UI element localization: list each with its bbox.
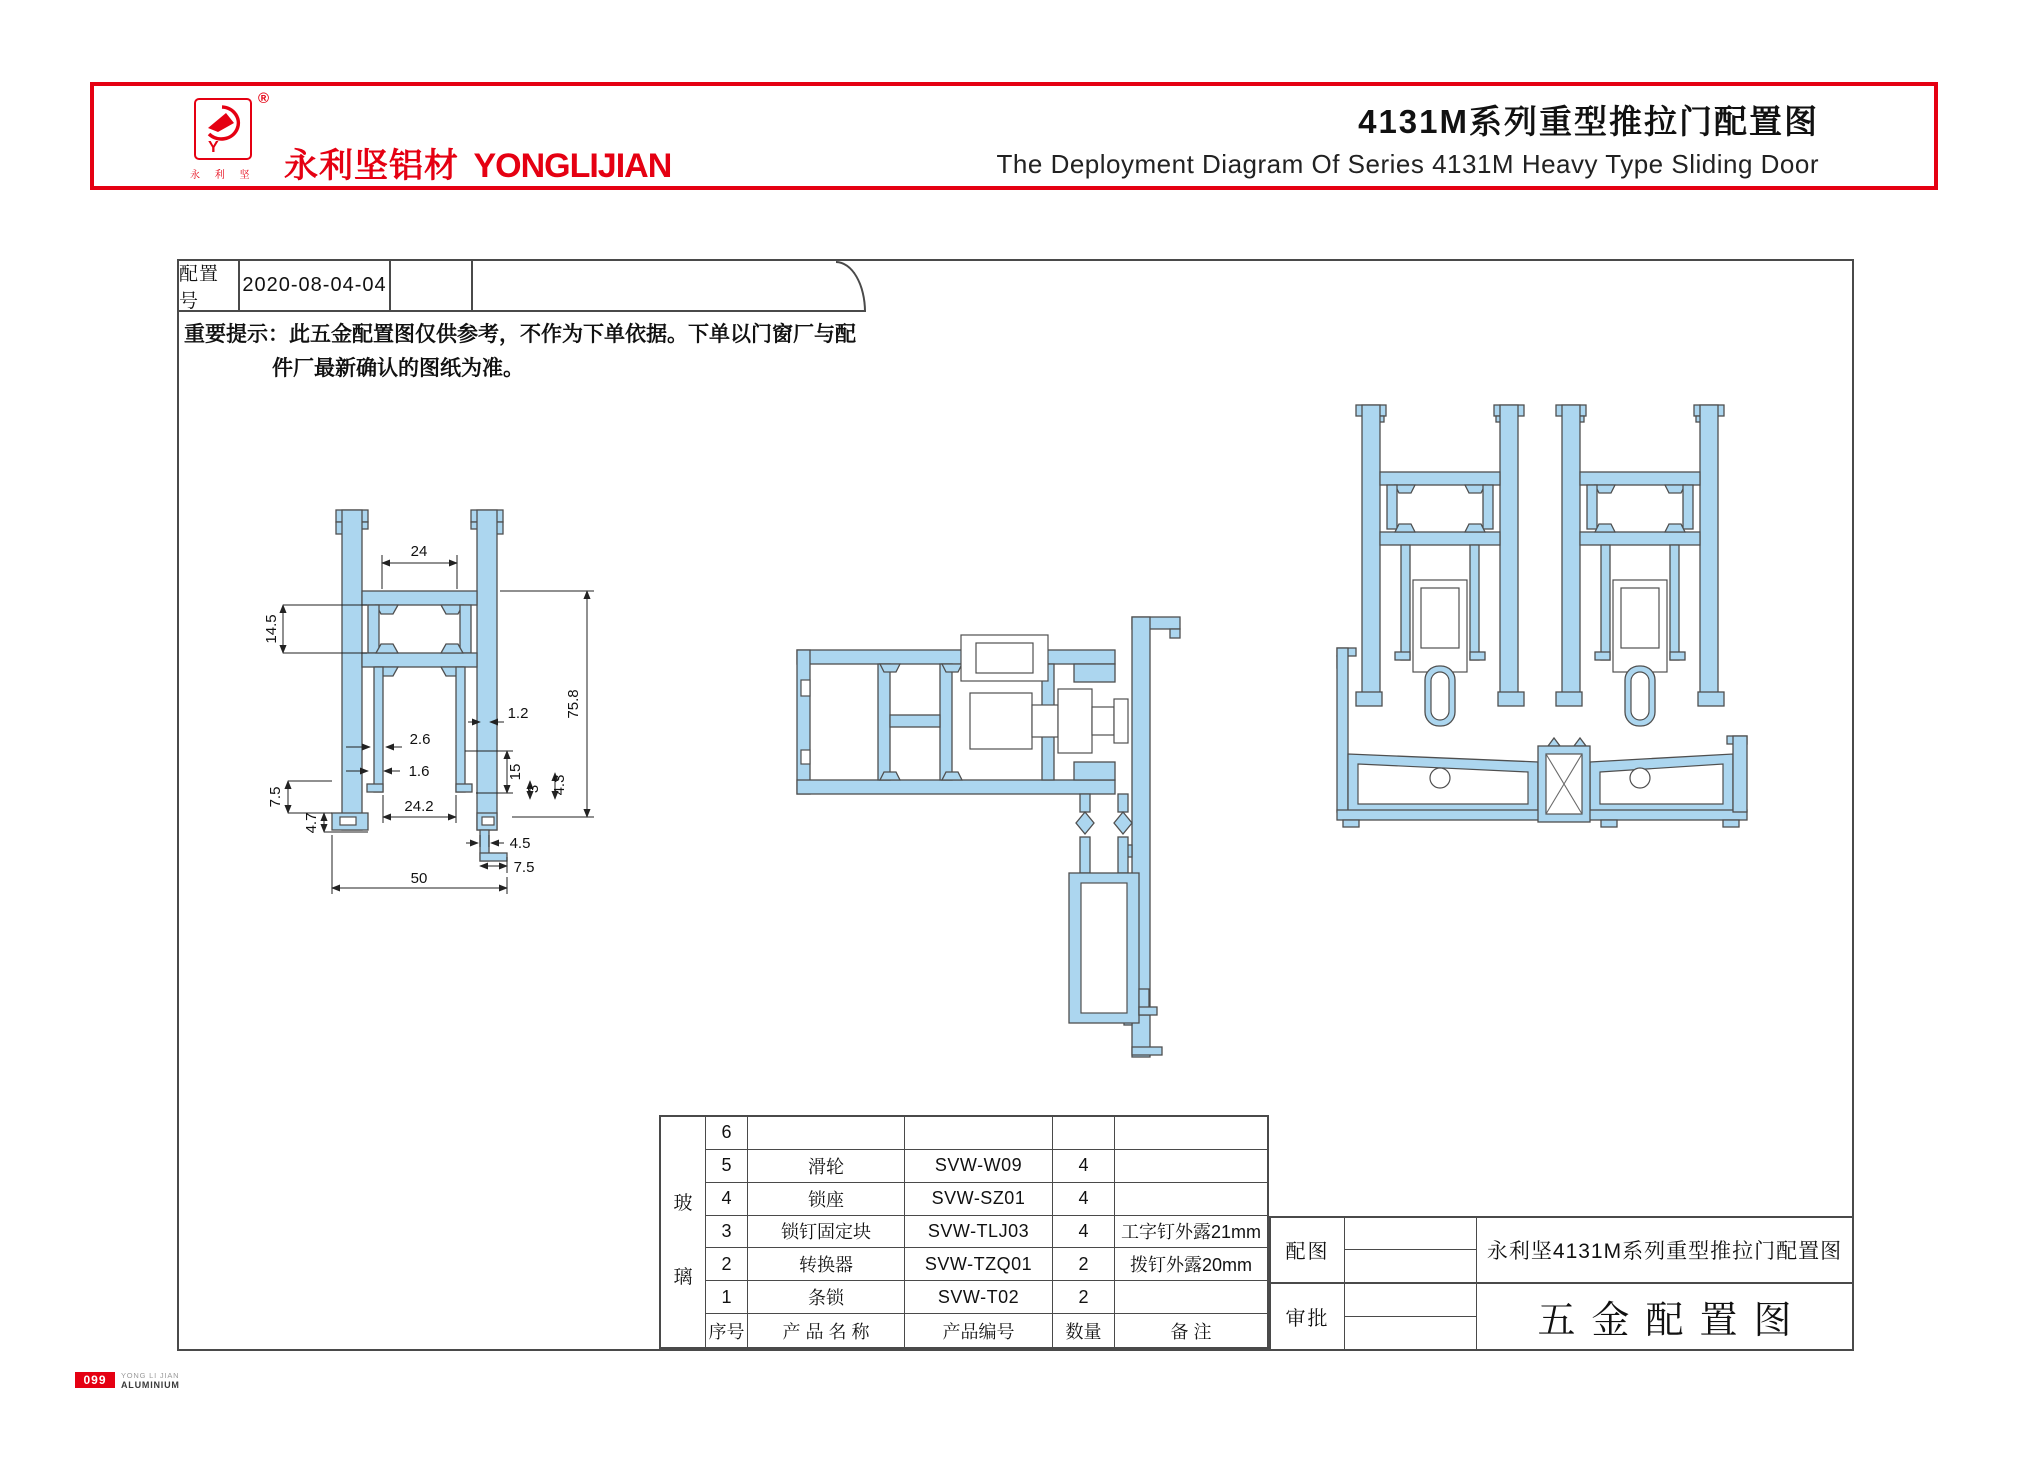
drawn-by-label: 配图 (1271, 1218, 1345, 1282)
sheet-title-chinese: 4131M系列重型推拉门配置图 (1358, 103, 1819, 140)
config-bar-long-cell (473, 261, 836, 312)
parts-header-name: 产 品 名 称 (748, 1314, 905, 1347)
logo-swirl-icon (196, 100, 249, 157)
dim-bottom1: 4.5 (509, 835, 531, 852)
dim-height: 75.8 (565, 689, 582, 719)
dim-left2: 4.7 (303, 812, 320, 834)
parts-cell-code: SVW-W09 (905, 1150, 1053, 1183)
track-profile-section-drawing (228, 495, 610, 915)
parts-header-code: 产品编号 (905, 1314, 1053, 1347)
registered-mark: ® (258, 90, 270, 107)
side-label-top: 玻 (673, 1193, 693, 1215)
dim-chamber: 14.5 (263, 614, 280, 644)
parts-cell-qty: 2 (1053, 1248, 1115, 1281)
parts-cell-remark (1115, 1183, 1267, 1216)
parts-cell-qty: 4 (1053, 1183, 1115, 1216)
parts-side-label (661, 1117, 706, 1347)
parts-cell-qty (1053, 1117, 1115, 1150)
parts-cell-code: SVW-SZ01 (905, 1183, 1053, 1216)
parts-cell-remark: 工字钉外露21mm (1115, 1216, 1267, 1249)
logo-monogram: Y (208, 139, 219, 156)
parts-cell-remark: 拨钉外露20mm (1115, 1248, 1267, 1281)
footer-brand-line1: YONG LI JIAN (121, 1371, 180, 1380)
dim-top: 24 (410, 543, 428, 560)
config-number-label: 配置号 (179, 261, 240, 312)
parts-cell-no: 3 (706, 1216, 748, 1249)
sash-and-sill-vertical-section-drawing (1325, 380, 1815, 875)
dim-step2: 4.3 (551, 774, 568, 796)
title-block (1269, 1216, 1852, 1349)
brand-chinese: 永利坚铝材 (284, 147, 459, 185)
side-label-bottom: 璃 (673, 1266, 693, 1288)
parts-cell-no: 1 (706, 1281, 748, 1314)
dim-track: 24.2 (404, 798, 434, 815)
parts-cell-remark (1115, 1150, 1267, 1183)
brand-name (284, 138, 671, 187)
footer-brand-line2: ALUMINIUM (121, 1380, 180, 1390)
parts-cell-code: SVW-T02 (905, 1281, 1053, 1314)
parts-cell-no: 5 (706, 1150, 748, 1183)
parts-cell-no: 4 (706, 1183, 748, 1216)
dim-fin: 15 (507, 763, 524, 781)
dim-bottom2: 7.5 (513, 859, 535, 876)
parts-header-remark: 备 注 (1170, 1321, 1212, 1342)
dim-wall: 1.2 (507, 705, 529, 722)
parts-cell-name: 条锁 (748, 1281, 905, 1314)
config-bar-round-end (836, 261, 866, 312)
page-footer (75, 1372, 180, 1390)
parts-cell-code (905, 1117, 1053, 1150)
logo-caption: 永 利 坚 (190, 170, 256, 181)
parts-cell-name (748, 1117, 905, 1150)
dim-gap2: 1.6 (408, 763, 430, 780)
brand-english: YONGLIJIAN (473, 147, 672, 185)
important-notice (184, 318, 856, 386)
lock-stile-horizontal-section-drawing (780, 595, 1215, 1065)
parts-cell-no: 2 (706, 1248, 748, 1281)
yonglijian-logo (194, 98, 252, 160)
drawing-frame (177, 259, 1854, 1351)
dim-left1: 7.5 (267, 786, 284, 808)
parts-cell-code: SVW-TLJ03 (905, 1216, 1053, 1249)
parts-cell-qty: 4 (1053, 1150, 1115, 1183)
diagram-subtitle: 永利坚4131M系列重型推拉门配置图 (1486, 1239, 1843, 1263)
dim-gap1: 2.6 (409, 731, 431, 748)
parts-cell-qty: 4 (1053, 1216, 1115, 1249)
parts-header-no: 序号 (706, 1314, 748, 1347)
parts-cell-no: 6 (706, 1117, 748, 1150)
parts-cell-name: 滑轮 (748, 1150, 905, 1183)
sheet-titles (997, 96, 1819, 180)
approved-by-label: 审批 (1271, 1284, 1345, 1350)
parts-cell-remark (1115, 1117, 1267, 1150)
sheet-title-english: The Deployment Diagram Of Series 4131M Heavy Type Sliding Door (996, 149, 1819, 179)
parts-cell-name: 锁钉固定块 (748, 1216, 905, 1249)
notice-line-1: 重要提示：此五金配置图仅供参考，不作为下单依据。下单以门窗厂与配 (184, 323, 856, 346)
parts-table (659, 1115, 1269, 1349)
approved-by-signature-cells (1345, 1284, 1477, 1350)
parts-cell-code: SVW-TZQ01 (905, 1248, 1053, 1281)
header-banner (90, 82, 1938, 190)
parts-cell-remark (1115, 1281, 1267, 1314)
parts-cell-name: 转换器 (748, 1248, 905, 1281)
page-number-badge: 099 (75, 1372, 115, 1388)
config-number-value: 2020-08-04-04 (240, 261, 391, 312)
footer-brand (121, 1372, 180, 1390)
config-bar-empty-cell (391, 261, 473, 312)
parts-cell-name: 锁座 (748, 1183, 905, 1216)
drawn-by-signature-cells (1345, 1218, 1477, 1282)
diagram-main-title: 五金配置图 (1537, 1299, 1808, 1342)
parts-cell-qty: 2 (1053, 1281, 1115, 1314)
dim-total: 50 (410, 870, 428, 887)
config-number-bar (179, 261, 866, 312)
dim-step1: 3 (525, 784, 542, 794)
notice-line-2: 件厂最新确认的图纸为准。 (272, 357, 524, 380)
parts-header-qty: 数量 (1053, 1314, 1115, 1347)
